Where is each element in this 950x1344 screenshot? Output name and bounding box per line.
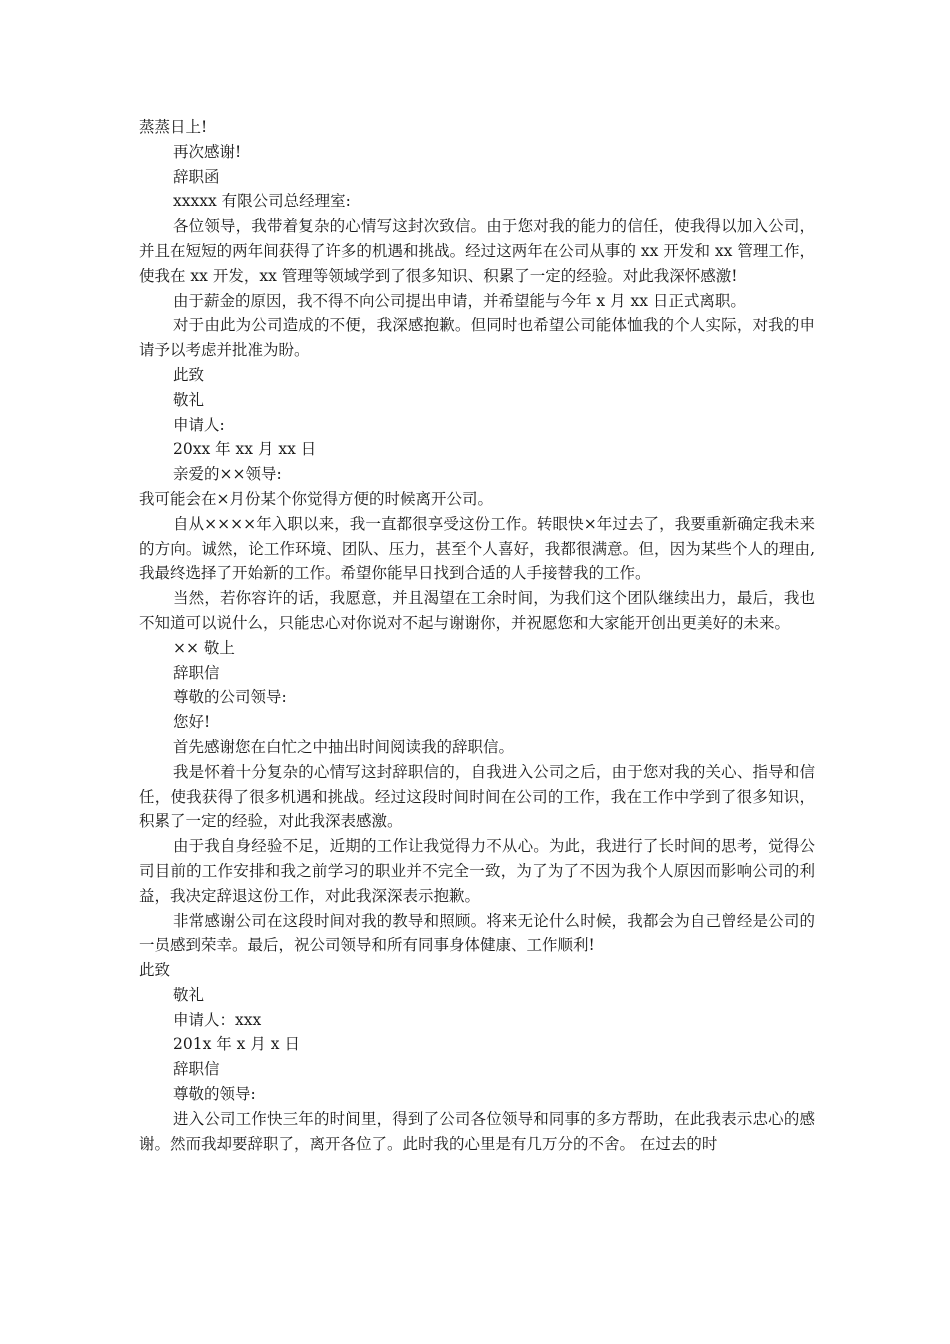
signature-applicant: 申请人：xxx <box>173 1010 262 1029</box>
greeting: 您好! <box>173 713 211 732</box>
salutation: 尊敬的领导: <box>173 1085 256 1104</box>
heading-resignation-letter: 辞职函 <box>173 167 220 186</box>
date-line: 201x 年 x 月 x 日 <box>173 1035 300 1054</box>
salutation: 尊敬的公司领导: <box>173 688 287 707</box>
signature-applicant: 申请人: <box>173 415 225 434</box>
closing-line: 此致 <box>139 961 171 980</box>
paragraph: 由于我自身经验不足，近期的工作让我觉得力不从心。为此，我进行了长时间的思考，觉得公司目前的工作安排和我之前学习的职业并不完全一致，为了为了不因为我个人原因而影响公司的利益，我决定辞退这份工作，对此我深深表示抱歉。 <box>139 837 815 905</box>
paragraph: 首先感谢您在白忙之中抽出时间阅读我的辞职信。 <box>173 737 515 756</box>
closing-line: 敬礼 <box>173 985 205 1004</box>
paragraph: 对于由此为公司造成的不便，我深感抱歉。但同时也希望公司能体恤我的个人实际，对我的申请予以考虑并批准为盼。 <box>139 316 815 360</box>
paragraph: 各位领导，我带着复杂的心情写这封次致信。由于您对我的能力的信任，使我得以加入公司，并且在短短的两年间获得了许多的机遇和挑战。经过这两年在公司从事的 xx 开发和 xx 管理工作，使我在 xx 开发，xx 管理等领域学到了很多知识、积累了一定的经验。对此我深怀感激! <box>139 217 815 285</box>
salutation: 亲爱的××领导: <box>173 465 282 484</box>
paragraph: 非常感谢公司在这段时间对我的教导和照顾。将来无论什么时候，我都会为自己曾经是公司的一员感到荣幸。最后，祝公司领导和所有同事身体健康、工作顺利! <box>139 911 815 955</box>
text-line: 蒸蒸日上! <box>139 118 208 136</box>
document-body <box>139 115 815 1156</box>
paragraph: 当然，若你容许的话，我愿意，并且渴望在工余时间，为我们这个团队继续出力，最后，我也不知道可以说什么，只能忠心对你说对不起与谢谢你，并祝愿您和大家能开创出更美好的未来。 <box>139 589 815 632</box>
date-line: 20xx 年 xx 月 xx 日 <box>173 440 317 459</box>
signature-line: ×× 敬上 <box>173 638 235 657</box>
paragraph: 进入公司工作快三年的时间里，得到了公司各位领导和同事的多方帮助，在此我表示忠心的感谢。然而我却要辞职了，离开各位了。此时我的心里是有几万分的不舍。 在过去的时 <box>139 1109 815 1153</box>
recipient-line: xxxxx 有限公司总经理室: <box>173 192 351 211</box>
heading-resignation-letter: 辞职信 <box>173 1060 220 1079</box>
paragraph: 由于薪金的原因，我不得不向公司提出申请，并希望能与今年 x 月 xx 日正式离职。 <box>173 291 746 310</box>
paragraph: 我是怀着十分复杂的心情写这封辞职信的，自我进入公司之后，由于您对我的关心、指导和信任，使我获得了很多机遇和挑战。经过这段时间时间在公司的工作，我在工作中学到了很多知识，积累了一定的经验，对此我深表感激。 <box>139 762 815 831</box>
paragraph: 自从××××年入职以来，我一直都很享受这份工作。转眼快×年过去了，我要重新确定我未来的方向。诚然，论工作环境、团队、压力，甚至个人喜好，我都很满意。但，因为某些个人的理由,我最终选择了开始新的工作。希望你能早日找到合适的人手接替我的工作。 <box>139 514 815 583</box>
text-line: 再次感谢! <box>173 142 242 161</box>
paragraph: 我可能会在×月份某个你觉得方便的时候离开公司。 <box>139 489 493 508</box>
heading-resignation-letter: 辞职信 <box>173 663 220 682</box>
closing-line: 此致 <box>173 365 205 384</box>
closing-line: 敬礼 <box>173 390 205 409</box>
